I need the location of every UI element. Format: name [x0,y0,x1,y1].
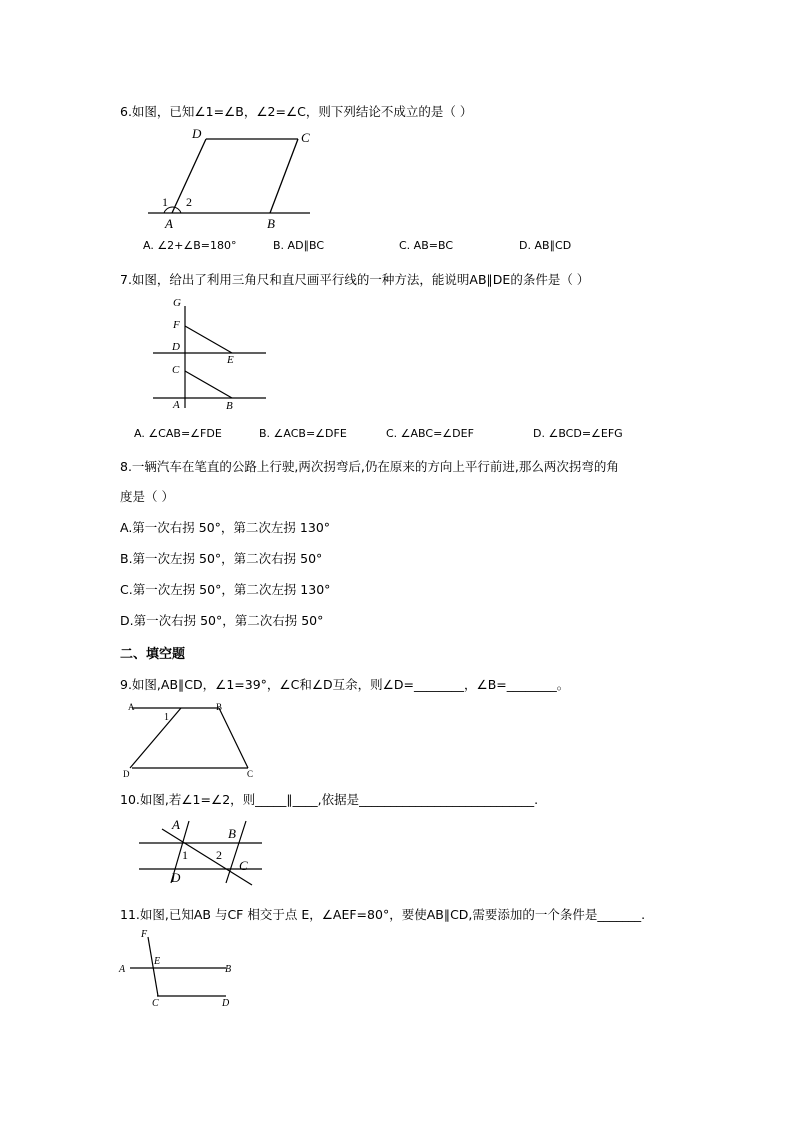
q6-option-b: B. AD∥BC [273,239,325,252]
q9-label-a: A [128,702,135,712]
q9-figure [118,698,264,780]
q10-label-1: 1 [182,848,188,862]
q6-option-a: A. ∠2+∠B=180° [143,239,237,252]
q7-label-g: G [173,297,181,309]
q7-option-a: A. ∠CAB=∠FDE [134,427,222,440]
q11-label-a: A [119,964,126,975]
q7-label-d: D [172,341,180,353]
q9-label-c: C [247,769,254,779]
q10-stem: 10.如图,若∠1=∠2，则_____∥____,依据是____________________________. [120,792,539,807]
q9-label-b: B [216,702,223,712]
q6-option-c: C. AB=BC [399,239,453,252]
q11-label-b: B [225,964,232,975]
q6-label-1: 1 [162,195,168,209]
q6-label-2: 2 [186,195,192,209]
q7-figure [148,292,272,414]
q8-stem-line2: 度是（ ） [120,489,174,504]
q7-label-f: F [173,319,180,331]
q8-stem-line1: 8.一辆汽车在笔直的公路上行驶,两次拐弯后,仍在原来的方向上平行前进,那么两次拐弯的角 [120,459,619,474]
q11-figure [116,927,236,1009]
q6-label-a: A [165,216,173,230]
q8-option-c: C.第一次左拐 50°，第二次左拐 130° [120,582,331,597]
q7-label-c: C [172,364,180,376]
q11-label-c: C [152,998,159,1009]
q7-label-a: A [173,399,180,411]
q11-stem: 11.如图,已知AB 与CF 相交于点 E，∠AEF=80°，要使AB∥CD,需要添加的一个条件是_______. [120,907,646,922]
q9-label-d: D [123,769,130,779]
q6-stem: 6.如图，已知∠1=∠B，∠2=∠C，则下列结论不成立的是（ ） [120,104,473,119]
q10-figure [134,813,270,889]
q10-label-a: A [172,817,180,832]
q10-label-d: D [171,870,181,885]
q10-label-b: B [228,826,236,841]
q8-option-a: A.第一次右拐 50°，第二次左拐 130° [120,520,331,535]
q6-figure [140,122,320,230]
q8-option-b: B.第一次左拐 50°，第二次右拐 50° [120,551,323,566]
q7-option-c: C. ∠ABC=∠DEF [386,427,474,440]
q6-label-d: D [192,126,202,141]
q7-label-b: B [226,400,233,412]
q11-label-f: F [141,929,148,940]
q6-option-d: D. AB∥CD [519,239,572,252]
q11-label-d: D [222,998,230,1009]
q7-stem: 7.如图，给出了利用三角尺和直尺画平行线的一种方法，能说明AB∥DE的条件是（ ） [120,272,590,287]
q9-label-1: 1 [164,712,169,723]
q11-label-e: E [154,956,161,967]
q7-option-d: D. ∠BCD=∠EFG [533,427,623,440]
q6-label-b: B [267,216,275,230]
q8-option-d: D.第一次右拐 50°，第二次右拐 50° [120,613,324,628]
section-title: 二、填空题 [120,647,186,662]
q9-stem: 9.如图,AB∥CD，∠1=39°，∠C和∠D互余，则∠D=________，∠B=________。 [120,677,570,692]
q10-label-c: C [239,858,248,873]
q7-option-b: B. ∠ACB=∠DFE [259,427,347,440]
q6-label-c: C [301,130,310,145]
q10-label-2: 2 [216,848,222,862]
q7-label-e: E [227,354,234,366]
